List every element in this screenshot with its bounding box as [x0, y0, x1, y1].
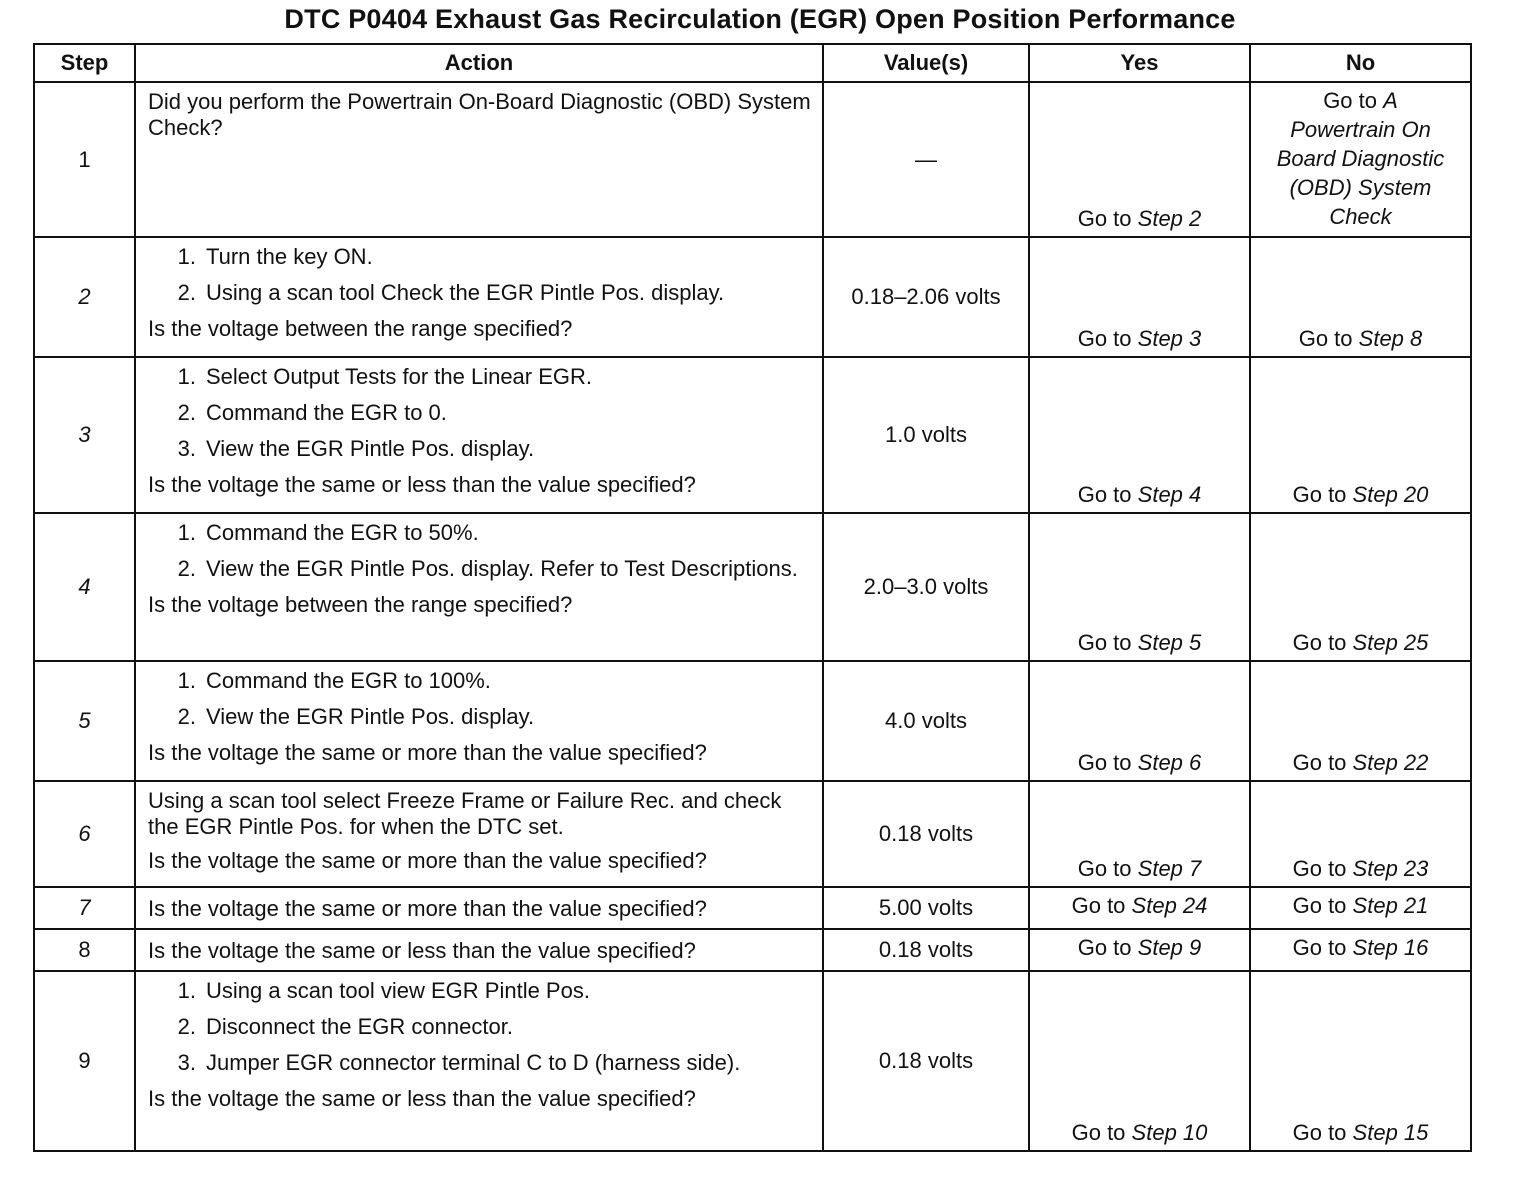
no-step-link: Step 16: [1352, 935, 1429, 960]
table-row: [34, 781, 1471, 887]
no-line: Powertrain On: [1290, 117, 1431, 142]
action-cell: [135, 82, 823, 237]
action-cell: [135, 887, 823, 929]
yes-cell: [1029, 237, 1250, 357]
no-cell: [1250, 237, 1471, 357]
no-step-link: Step 22: [1352, 750, 1429, 775]
step-number: 7: [34, 887, 135, 929]
step-number: 5: [34, 661, 135, 781]
action-text: Did you perform the Powertrain On-Board Diagnostic (OBD) System Check?: [148, 89, 811, 140]
yes-cell: [1029, 513, 1250, 661]
substep: [148, 1014, 814, 1040]
header-row: [34, 44, 1471, 82]
value-cell: 0.18 volts: [823, 929, 1029, 971]
yes-cell: [1029, 781, 1250, 887]
substep-number: 2.: [177, 1014, 196, 1039]
substep-number: 1.: [177, 520, 196, 545]
yes-step-link: Step 24: [1131, 893, 1208, 918]
substep-number: 1.: [177, 668, 196, 693]
table-row: [34, 971, 1471, 1151]
no-cell: [1250, 513, 1471, 661]
no-step-link: Step 15: [1352, 1120, 1429, 1145]
substep: [148, 280, 814, 306]
substep: [148, 400, 814, 426]
action-question: Is the voltage the same or more than the value specified?: [148, 896, 707, 921]
yes-step-link: Step 7: [1137, 856, 1202, 881]
yes-cell: [1029, 661, 1250, 781]
no-line: (OBD) System: [1289, 175, 1432, 200]
substep-number: 1.: [177, 978, 196, 1003]
no-step-link: Step 23: [1352, 856, 1429, 881]
header-yes: Yes: [1029, 44, 1250, 82]
value-cell: 5.00 volts: [823, 887, 1029, 929]
yes-step-link: Step 6: [1137, 750, 1202, 775]
substep-text: Command the EGR to 100%.: [206, 668, 491, 693]
substep-text: View the EGR Pintle Pos. display.: [206, 704, 535, 729]
action-question: Is the voltage the same or less than the value specified?: [148, 472, 696, 497]
substep: [148, 364, 814, 390]
action-cell: [135, 781, 823, 887]
substep: [148, 704, 814, 730]
action-question: Is the voltage the same or less than the value specified?: [148, 1086, 696, 1111]
yes-step-link: Step 2: [1137, 206, 1202, 231]
substep-number: 2.: [177, 704, 196, 729]
header-action: Action: [135, 44, 823, 82]
substep-number: 3.: [177, 436, 196, 461]
action-question: Is the voltage between the range specified?: [148, 316, 573, 341]
step-number: 1: [34, 82, 135, 237]
yes-step-link: Step 3: [1137, 326, 1202, 351]
step-number: 9: [34, 971, 135, 1151]
yes-step-link: Step 10: [1131, 1120, 1208, 1145]
no-cell: [1250, 929, 1471, 971]
action-cell: [135, 971, 823, 1151]
substep: [148, 436, 814, 462]
yes-cell: [1029, 82, 1250, 237]
no-step-link: Step 21: [1352, 893, 1429, 918]
substep-text: Command the EGR to 50%.: [206, 520, 479, 545]
go-to-label: Go to: [1077, 482, 1132, 507]
action-cell: [135, 513, 823, 661]
yes-cell: [1029, 887, 1250, 929]
substep: [148, 556, 814, 582]
substep-text: Disconnect the EGR connector.: [206, 1014, 513, 1039]
substep: [148, 668, 814, 694]
diagnostic-table: [33, 43, 1472, 1152]
action-question: Is the voltage the same or less than the value specified?: [148, 938, 696, 963]
go-to-label: Go to: [1292, 856, 1347, 881]
substep-number: 2.: [177, 280, 196, 305]
substep: [148, 520, 814, 546]
no-cell: [1250, 887, 1471, 929]
substep-text: Using a scan tool Check the EGR Pintle Pos. display.: [206, 280, 725, 305]
table-row: [34, 82, 1471, 237]
value-cell: 0.18 volts: [823, 781, 1029, 887]
table-row: [34, 929, 1471, 971]
value-cell: 2.0–3.0 volts: [823, 513, 1029, 661]
action-cell: [135, 237, 823, 357]
action-cell: [135, 661, 823, 781]
no-cell: [1250, 781, 1471, 887]
value-cell: 0.18–2.06 volts: [823, 237, 1029, 357]
yes-step-link: Step 9: [1137, 935, 1202, 960]
no-cell: [1250, 971, 1471, 1151]
substep-number: 1.: [177, 244, 196, 269]
substep-number: 1.: [177, 364, 196, 389]
substep-text: Command the EGR to 0.: [206, 400, 447, 425]
action-cell: [135, 929, 823, 971]
value-cell: 0.18 volts: [823, 971, 1029, 1151]
value-cell: 1.0 volts: [823, 357, 1029, 513]
no-line: Board Diagnostic: [1276, 146, 1445, 171]
step-number: 6: [34, 781, 135, 887]
action-question: Is the voltage the same or more than the value specified?: [148, 740, 707, 765]
substep: [148, 978, 814, 1004]
table-row: [34, 661, 1471, 781]
no-step-link: Step 25: [1352, 630, 1429, 655]
go-to-label: Go to: [1292, 1120, 1347, 1145]
substep: [148, 244, 814, 270]
action-cell: [135, 357, 823, 513]
header-values: Value(s): [823, 44, 1029, 82]
go-to-label: Go to: [1071, 1120, 1126, 1145]
yes-step-link: Step 5: [1137, 630, 1202, 655]
no-step-link: Step 8: [1358, 326, 1423, 351]
go-to-label: Go to: [1292, 630, 1347, 655]
substep-text: View the EGR Pintle Pos. display.: [206, 436, 535, 461]
substep-text: Select Output Tests for the Linear EGR.: [206, 364, 593, 389]
no-step-link: Step 20: [1352, 482, 1429, 507]
step-number: 4: [34, 513, 135, 661]
go-to-label: Go to: [1292, 935, 1347, 960]
table-row: [34, 513, 1471, 661]
no-cell: [1250, 357, 1471, 513]
substep-text: View the EGR Pintle Pos. display. Refer to Test Descriptions.: [206, 556, 798, 581]
action-question: Is the voltage the same or more than the value specified?: [148, 848, 707, 873]
action-question: Is the voltage between the range specified?: [148, 592, 573, 617]
go-to-label: Go to: [1077, 326, 1132, 351]
yes-cell: [1029, 357, 1250, 513]
step-number: 8: [34, 929, 135, 971]
yes-step-link: Step 4: [1137, 482, 1202, 507]
go-to-label: Go to: [1077, 935, 1132, 960]
substep-text: Jumper EGR connector terminal C to D (harness side).: [206, 1050, 741, 1075]
substep-text: Turn the key ON.: [206, 244, 373, 269]
go-to-label: Go to: [1077, 750, 1132, 775]
value-cell: —: [823, 82, 1029, 237]
go-to-label: Go to: [1071, 893, 1126, 918]
action-text: Using a scan tool select Freeze Frame or Failure Rec. and check the EGR Pintle Pos. for when the DTC set.: [148, 788, 782, 839]
step-number: 3: [34, 357, 135, 513]
no-line: Check: [1329, 204, 1392, 229]
no-line: Go to A: [1323, 88, 1398, 113]
go-to-label: Go to: [1077, 630, 1132, 655]
page-title: DTC P0404 Exhaust Gas Recirculation (EGR) Open Position Performance: [284, 4, 1236, 34]
go-to-label: Go to: [1292, 893, 1347, 918]
go-to-label: Go to: [1077, 206, 1132, 231]
substep-number: 2.: [177, 400, 196, 425]
value-cell: 4.0 volts: [823, 661, 1029, 781]
table-row: [34, 237, 1471, 357]
substep-text: Using a scan tool view EGR Pintle Pos.: [206, 978, 590, 1003]
table-row: [34, 887, 1471, 929]
go-to-label: Go to: [1298, 326, 1353, 351]
step-number: 2: [34, 237, 135, 357]
yes-cell: [1029, 929, 1250, 971]
table-row: [34, 357, 1471, 513]
go-to-label: Go to: [1077, 856, 1132, 881]
yes-cell: [1029, 971, 1250, 1151]
substep: [148, 1050, 814, 1076]
go-to-label: Go to: [1292, 750, 1347, 775]
no-cell: [1250, 661, 1471, 781]
header-step: Step: [34, 44, 135, 82]
substep-number: 3.: [177, 1050, 196, 1075]
no-cell: [1250, 82, 1471, 237]
go-to-label: Go to: [1292, 482, 1347, 507]
header-no: No: [1250, 44, 1471, 82]
no-link-letter: A: [1383, 88, 1398, 113]
substep-number: 2.: [177, 556, 196, 581]
